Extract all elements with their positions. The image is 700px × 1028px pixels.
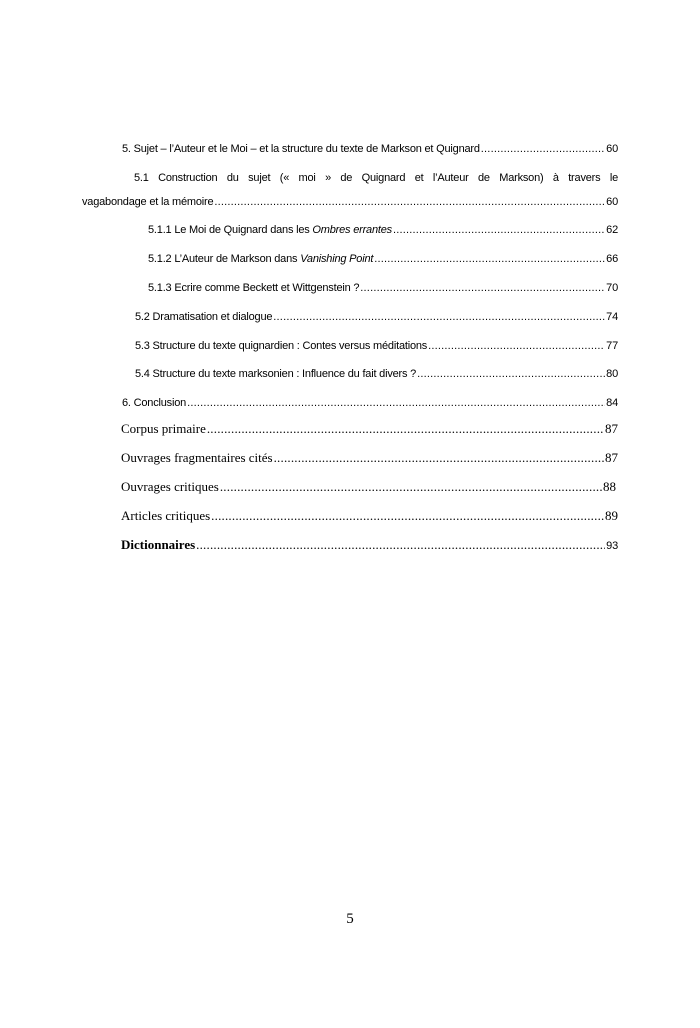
toc-page-number: 60 [606,143,618,155]
toc-entry-5-1-2[interactable] [148,253,618,265]
toc-page-number: 93 [606,540,618,552]
dot-leader [220,479,602,495]
toc-entry-5-1-1[interactable] [148,224,618,236]
toc-entry-dictionnaires[interactable] [121,537,618,553]
toc-entry-title: 5.3 Structure du texte quignardien : Contes versus méditations [135,340,428,352]
toc-page-number: 74 [606,311,618,323]
toc-page-number: 84 [606,397,618,409]
toc-entry-title: Articles critiques [121,508,211,523]
toc-entry-title: Dictionnaires [121,537,196,552]
dot-leader [196,537,605,553]
toc-entry-ouvrages-critiques[interactable] [121,479,616,495]
toc-entry-5[interactable] [122,143,618,155]
dot-leader [428,340,605,352]
toc-entry-title: 5.2 Dramatisation et dialogue [135,311,273,323]
dot-leader [374,253,605,265]
toc-entry-5-1-3[interactable] [148,282,618,294]
toc-entry-italic-title: Vanishing Point [300,253,374,265]
dot-leader [393,224,605,236]
toc-entry-title: 5.1.2 L’Auteur de Markson dans Vanishing Point [148,253,374,265]
toc-entry-title: Ouvrages critiques [121,479,219,494]
toc-page-number: 77 [606,340,618,352]
toc-page-number: 60 [606,196,618,208]
toc-entry-5-3[interactable] [135,340,618,352]
dot-leader [274,450,604,466]
toc-page-number: 89 [605,508,618,523]
toc-page-number: 66 [606,253,618,265]
toc-entry-ouvrages-fragmentaires[interactable] [121,450,618,466]
dot-leader [417,368,605,380]
toc-entry-title: Corpus primaire [121,421,206,436]
dot-leader [273,311,605,323]
dot-leader [211,508,604,524]
toc-entry-5-2[interactable] [135,311,618,323]
toc-entry-5-4[interactable] [135,368,618,380]
toc-entry-title: vagabondage et la mémoire [82,196,214,208]
toc-entry-title: 5.1.1 Le Moi de Quignard dans les Ombres errantes [148,224,392,236]
dot-leader [207,421,604,437]
toc-page-number: 87 [605,421,618,436]
toc-entry-corpus-primaire[interactable] [121,421,618,437]
toc-entry-title: 5. Sujet – l’Auteur et le Moi – et la structure du texte de Markson et Quignard [122,143,480,155]
dot-leader [214,196,605,208]
toc-page-number: 62 [606,224,618,236]
toc-entry-title: 5.4 Structure du texte marksonien : Influence du fait divers ? [135,368,417,380]
toc-entry-title: 6. Conclusion [122,397,187,409]
page-number: 5 [346,911,354,927]
toc-entry-5-1-line1[interactable]: 5.1 Construction du sujet (« moi » de Quignard et l’Auteur de Markson) à travers le [134,172,618,184]
toc-entry-5-1[interactable] [82,196,618,208]
toc-page-number: 87 [605,450,618,465]
toc-entry-articles-critiques[interactable] [121,508,618,524]
toc-page-number: 70 [606,282,618,294]
dot-leader [360,282,605,294]
toc-entry-title: 5.1.3 Ecrire comme Beckett et Wittgenstein ? [148,282,360,294]
toc-entry-title: Ouvrages fragmentaires cités [121,450,273,465]
toc-page-number: 80 [606,368,618,380]
dot-leader [187,397,605,409]
toc-entry-6[interactable] [122,397,618,409]
toc-entry-italic-title: Ombres errantes [312,224,392,236]
toc-page-number: 88 [603,479,616,494]
dot-leader [481,143,605,155]
